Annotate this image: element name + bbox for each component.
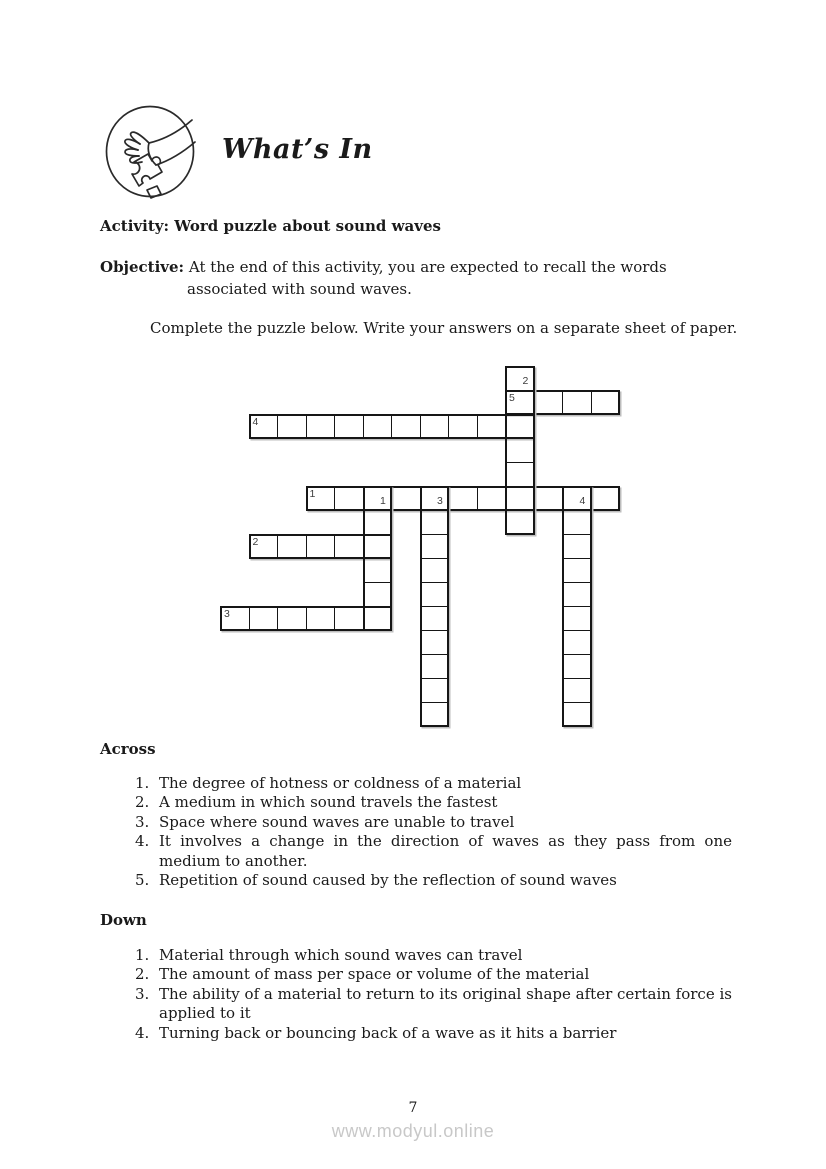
cell-divider [564, 606, 590, 607]
cell-divider [507, 438, 533, 439]
cell-divider [564, 678, 590, 679]
clue-text: Space where sound waves are unable to travel [159, 812, 515, 831]
cell-divider [564, 582, 590, 583]
cell-divider [365, 606, 391, 607]
cell-divider [306, 536, 307, 557]
cell-divider [277, 416, 278, 437]
cell-divider [365, 582, 391, 583]
cell-divider [422, 558, 448, 559]
cell-divider [422, 630, 448, 631]
clue-number-label: 1 [380, 495, 386, 507]
clue-number-label: 4 [579, 495, 586, 507]
cell-divider [422, 606, 448, 607]
objective-line-1 [100, 257, 700, 279]
watermark-text: www.modyul.online [331, 1121, 495, 1141]
across-heading: Across [100, 740, 156, 758]
clue-number-label: 3 [437, 495, 443, 507]
clue-number: 3. [135, 984, 150, 1003]
across-clue-list [135, 774, 732, 890]
clue-number: 2. [135, 965, 150, 984]
instruction-text: Complete the puzzle below. Write your answers on a separate sheet of paper. [150, 319, 738, 337]
objective-block [100, 257, 700, 300]
objective-label: Objective: [100, 258, 185, 276]
cell-divider [420, 416, 421, 437]
cell-divider [507, 486, 533, 487]
clue-number-label: 2 [522, 375, 529, 387]
cell-divider [306, 608, 307, 629]
cell-divider [564, 510, 590, 511]
clue-number: 1. [135, 946, 150, 964]
objective-line-2: associated with sound waves. [187, 279, 412, 298]
clue-text: Repetition of sound caused by the reflection of sound waves [159, 871, 617, 890]
down-clue-list [135, 946, 732, 1043]
cell-divider [422, 582, 448, 583]
cell-divider [363, 416, 364, 437]
cell-divider [422, 534, 448, 535]
cell-divider [422, 510, 448, 511]
clue-number-label: 1 [309, 488, 316, 500]
clue-text: A medium in which sound travels the fastest [159, 793, 498, 812]
crossword-grid [220, 366, 621, 727]
clue-number-label: 2 [252, 536, 259, 548]
crossword-word-across-4 [249, 414, 535, 439]
cell-divider [562, 392, 563, 413]
clue-text: Turning back or bouncing back of a wave as it hits a barrier [159, 1023, 617, 1042]
cell-divider [564, 630, 590, 631]
clue-number: 3. [135, 812, 150, 831]
down-clue-4 [135, 1024, 732, 1043]
page-number: 7 [408, 1100, 418, 1116]
cell-divider [306, 416, 307, 437]
clue-number-label: 4 [252, 416, 259, 428]
cell-divider [448, 416, 449, 437]
clue-text: Material through which sound waves can travel [159, 946, 523, 964]
down-clue-3 [135, 985, 732, 1024]
crossword-word-down-3 [420, 486, 450, 727]
across-clue-3 [135, 813, 732, 832]
cell-divider [422, 702, 448, 703]
down-clue-2 [135, 965, 732, 984]
cell-divider [365, 534, 391, 535]
cell-divider [477, 488, 478, 509]
cell-divider [277, 536, 278, 557]
cell-divider [422, 654, 448, 655]
across-clue-1 [135, 774, 732, 793]
clue-text: It involves a change in the direction of waves as they pass from one medium to another. [159, 832, 732, 870]
down-heading: Down [100, 911, 147, 929]
clue-number: 5. [135, 871, 150, 890]
cell-divider [277, 608, 278, 629]
clue-number-label: 3 [224, 608, 230, 620]
cell-divider [334, 536, 335, 557]
cell-divider [591, 392, 592, 413]
cell-divider [334, 608, 335, 629]
cell-divider [365, 510, 391, 511]
cell-divider [422, 678, 448, 679]
whats-in-icon [104, 103, 196, 200]
crossword-word-down-4 [562, 486, 592, 727]
cell-divider [334, 488, 335, 509]
clue-number: 4. [135, 832, 150, 851]
clue-number: 4. [135, 1023, 150, 1042]
cell-divider [365, 558, 391, 559]
cell-divider [249, 608, 250, 629]
clue-number: 1. [135, 774, 150, 792]
page-title: What’s In [222, 134, 373, 165]
cell-divider [507, 414, 533, 415]
objective-text: At the end of this activity, you are expected to recall the words [188, 258, 667, 276]
across-clue-5 [135, 871, 732, 890]
clue-text: The ability of a material to return to its original shape after certain force is applied to it [159, 984, 732, 1023]
cell-divider [507, 462, 533, 463]
cell-divider [477, 416, 478, 437]
clue-number: 2. [135, 793, 150, 812]
cell-divider [564, 654, 590, 655]
cell-divider [507, 510, 533, 511]
cell-divider [334, 416, 335, 437]
crossword-word-down-1 [363, 486, 393, 631]
clue-text: The amount of mass per space or volume of the material [159, 965, 590, 984]
clue-text: The degree of hotness or coldness of a material [159, 774, 522, 792]
cell-divider [391, 416, 392, 437]
activity-heading: Activity: Word puzzle about sound waves [100, 217, 441, 235]
cell-divider [564, 702, 590, 703]
across-clue-4 [135, 832, 732, 871]
across-clue-2 [135, 793, 732, 812]
down-clue-1 [135, 946, 732, 965]
cell-divider [564, 558, 590, 559]
clue-number-label: 5 [509, 392, 515, 404]
cell-divider [564, 534, 590, 535]
